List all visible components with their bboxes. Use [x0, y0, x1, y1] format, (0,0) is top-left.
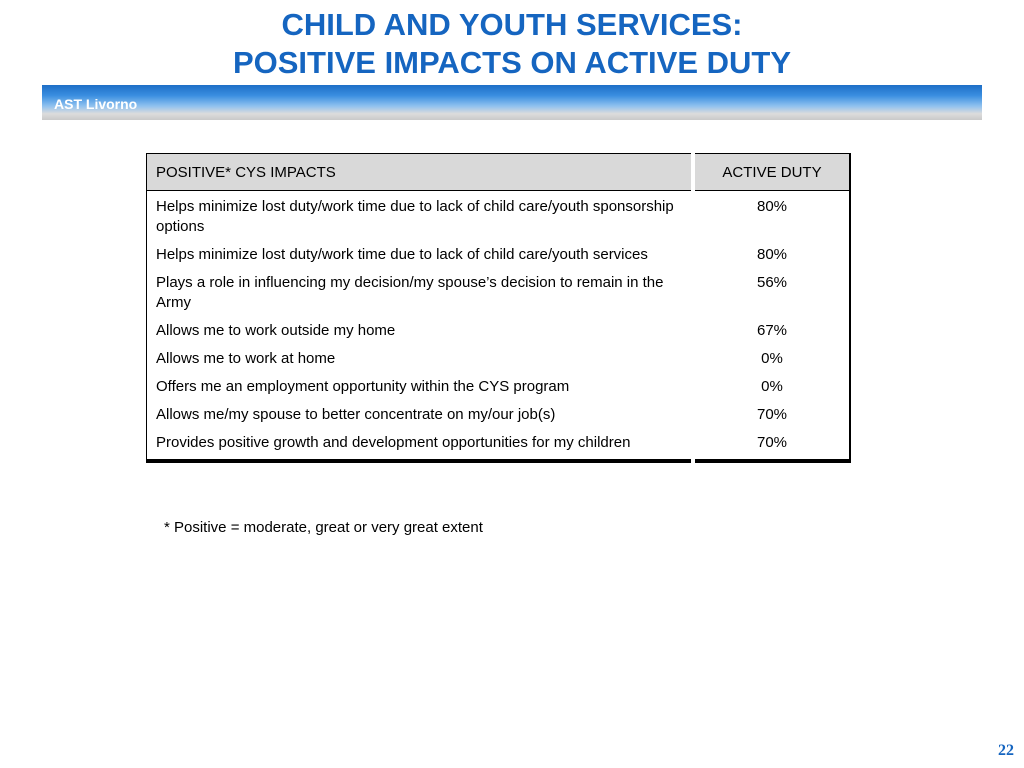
slide-title-line-1: CHILD AND YOUTH SERVICES:	[281, 7, 743, 42]
column-header-impacts: POSITIVE* CYS IMPACTS	[147, 154, 694, 191]
table-row	[147, 269, 851, 317]
impact-cell: Allows me/my spouse to better concentrate on my/our job(s)	[147, 401, 694, 429]
page-number: 22	[998, 742, 1014, 759]
impact-cell: Helps minimize lost duty/work time due to lack of child care/youth sponsorship options	[147, 191, 694, 242]
slide-title-line-2: POSITIVE IMPACTS ON ACTIVE DUTY	[232, 45, 792, 80]
active-duty-cell: 80%	[693, 241, 850, 269]
table-row	[147, 401, 851, 429]
impact-cell: Provides positive growth and development opportunities for my children	[147, 429, 694, 461]
table-row	[147, 429, 851, 461]
impact-cell: Allows me to work outside my home	[147, 317, 694, 345]
impact-cell: Plays a role in influencing my decision/my spouse’s decision to remain in the Army	[147, 269, 694, 317]
banner-label: AST Livorno	[54, 96, 138, 112]
table-row	[147, 191, 851, 242]
column-header-active-duty: ACTIVE DUTY	[693, 154, 850, 191]
active-duty-cell: 80%	[693, 191, 850, 242]
active-duty-cell: 56%	[693, 269, 850, 317]
active-duty-cell: 0%	[693, 345, 850, 373]
header-banner	[42, 85, 982, 120]
table-row	[147, 241, 851, 269]
table-row	[147, 317, 851, 345]
impact-cell: Helps minimize lost duty/work time due to lack of child care/youth services	[147, 241, 694, 269]
table-row	[147, 373, 851, 401]
slide-title	[0, 6, 1024, 82]
table-row	[147, 345, 851, 373]
footnote: * Positive = moderate, great or very great extent	[164, 519, 483, 536]
active-duty-cell: 70%	[693, 429, 850, 461]
impacts-table	[146, 153, 851, 463]
impact-cell: Offers me an employment opportunity within the CYS program	[147, 373, 694, 401]
active-duty-cell: 0%	[693, 373, 850, 401]
active-duty-cell: 70%	[693, 401, 850, 429]
table-header-row	[147, 154, 851, 191]
active-duty-cell: 67%	[693, 317, 850, 345]
impact-cell: Allows me to work at home	[147, 345, 694, 373]
